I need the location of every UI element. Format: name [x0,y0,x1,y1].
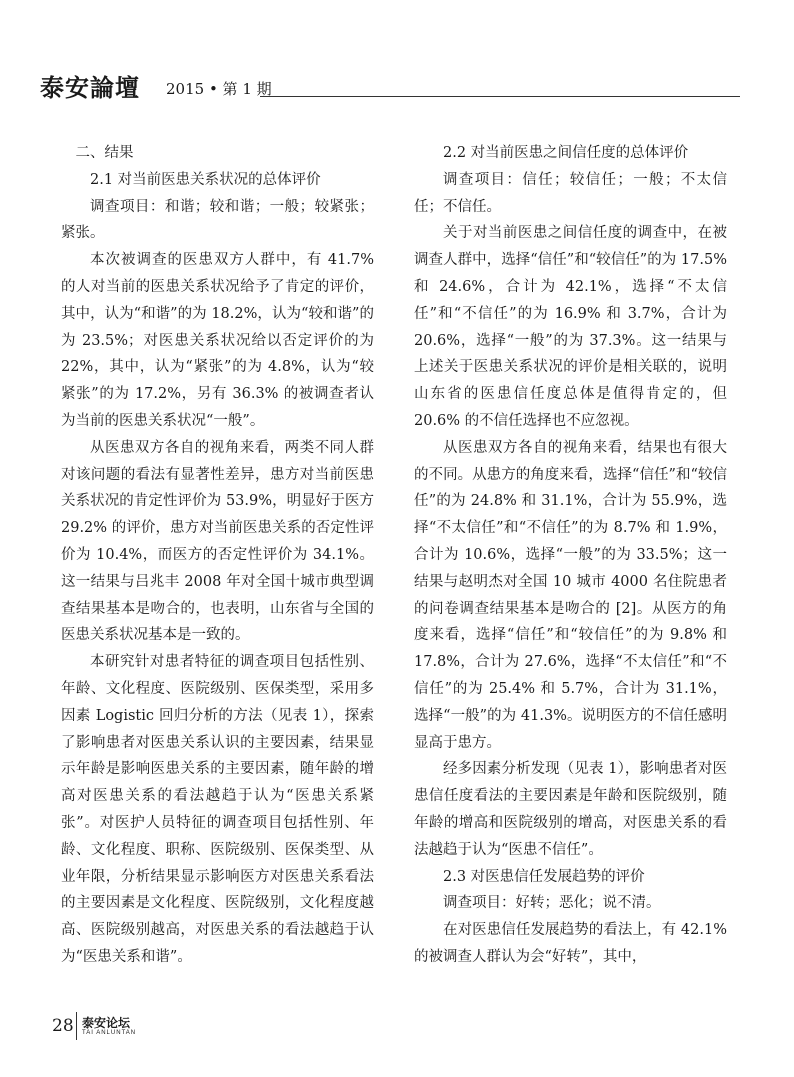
paragraph: 调查项目：好转；恶化；说不清。 [443,895,661,912]
page-number: 28 [52,1016,74,1036]
running-header [40,74,740,106]
paragraph: 本研究针对患者特征的调查项目包括性别、年龄、文化程度、医院级别、医保类型，采用多因素 Logistic 回归分析的方法（见表 1），探索了影响患者对医患关系认识的主要因素，结果显示年龄是影响医患关系的主要因素，随年龄的增高对医患关系的看法越趋于认为“医患关系紧张”。对医护人员特征的调查项目包括性别、年龄、文化程度、职称、医院级别、医保类型、从业年限，分析结果显示影响医方对医患关系看法的主要因素是文化程度、医院级别，文化程度越高、医院级别越高，对医患关系的看法越趋于认为“医患关系和谐”。 [61,654,374,965]
paragraph: 从医患双方各自的视角来看，结果也有很大的不同。从患方的角度来看，选择“信任”和“较信任”的为 24.8% 和 31.1%，合计为 55.9%，选择“不太信任”和“不信任”的为 8.7% 和 1.9%，合计为 10.6%，选择“一般”的为 33.5%；这一结果与赵明杰对全国 10 城市 4000 名住院患者的问卷调查结果基本是吻合的 [2]。从医方的角度来看，选择“信任”和“较信任”的为 9.8% 和 17.8%，合计为 27.6%，选择“不太信任”和“不信任”的为 25.4% 和 5.7%，合计为 31.1%，选择“一般”的为 41.3%。说明医方的不信任感明显高于患方。 [414,439,727,751]
right-column [414,140,727,971]
paragraph: 经多因素分析发现（见表 1），影响患者对医患信任度看法的主要因素是年龄和医院级别，随年龄的增高和医院级别的增高，对医患关系的看法越趋于认为“医患不信任”。 [414,761,727,858]
paragraph: 调查项目：和谐；较和谐；一般；较紧张；紧张。 [61,198,374,242]
section-heading: 二、结果 [75,145,134,161]
paragraph: 在对医患信任发展趋势的看法上，有 42.1% 的被调查人群认为会“好转”，其中， [414,922,727,965]
footer-divider [76,1012,77,1040]
issue-label: 2015 • 第 1 期 [166,80,272,98]
journal-logo: 泰安論壇 [40,73,140,102]
subsection-heading: 2.2 对当前医患之间信任度的总体评价 [443,145,689,161]
paragraph: 关于对当前医患之间信任度的调查中，在被调查人群中，选择“信任”和“较信任”的为 17.5% 和 24.6%，合计为 42.1%，选择“不太信任”和“不信任”的为 16.9% 和 3.7%，合计为 20.6%，选择“一般”的为 37.3%。这一结果与上述关于医患关系状况的评价是相关联的，说明山东省的医患信任度总体是值得肯定的，但 20.6% 的不信任选择也不应忽视。 [414,225,727,429]
left-column [61,140,374,971]
paragraph: 本次被调查的医患双方人群中，有 41.7% 的人对当前的医患关系状况给予了肯定的评价，其中，认为“和谐”的为 18.2%，认为“较和谐”的为 23.5%；对医患关系状况给以否定评价的为 22%，其中，认为“紧张”的为 4.8%，认为“较紧张”的为 17.2%，另有 36.3% 的被调查者认为当前的医患关系状况“一般”。 [61,252,374,429]
subsection-heading: 2.3 对医患信任发展趋势的评价 [443,868,645,885]
paragraph: 从医患双方各自的视角来看，两类不同人群对该问题的看法有显著性差异，患方对当前医患关系状况的肯定性评价为 53.9%，明显好于医方 29.2% 的评价，患方对当前医患关系的否定性评价为 10.4%，而医方的否定性评价为 34.1%。这一结果与吕兆丰 2008 年对全国十城市典型调查结果基本是吻合的，也表明，山东省与全国的医患关系状况基本是一致的。 [61,439,374,644]
subsection-heading: 2.1 对当前医患关系状况的总体评价 [90,171,321,188]
footer-brand: 泰安论坛 [82,1016,131,1030]
paragraph: 调查项目：信任；较信任；一般；不太信任；不信任。 [414,171,727,215]
header-rule [260,96,740,97]
footer-brand-pinyin: TAI ANLUNTAN [82,1030,137,1036]
